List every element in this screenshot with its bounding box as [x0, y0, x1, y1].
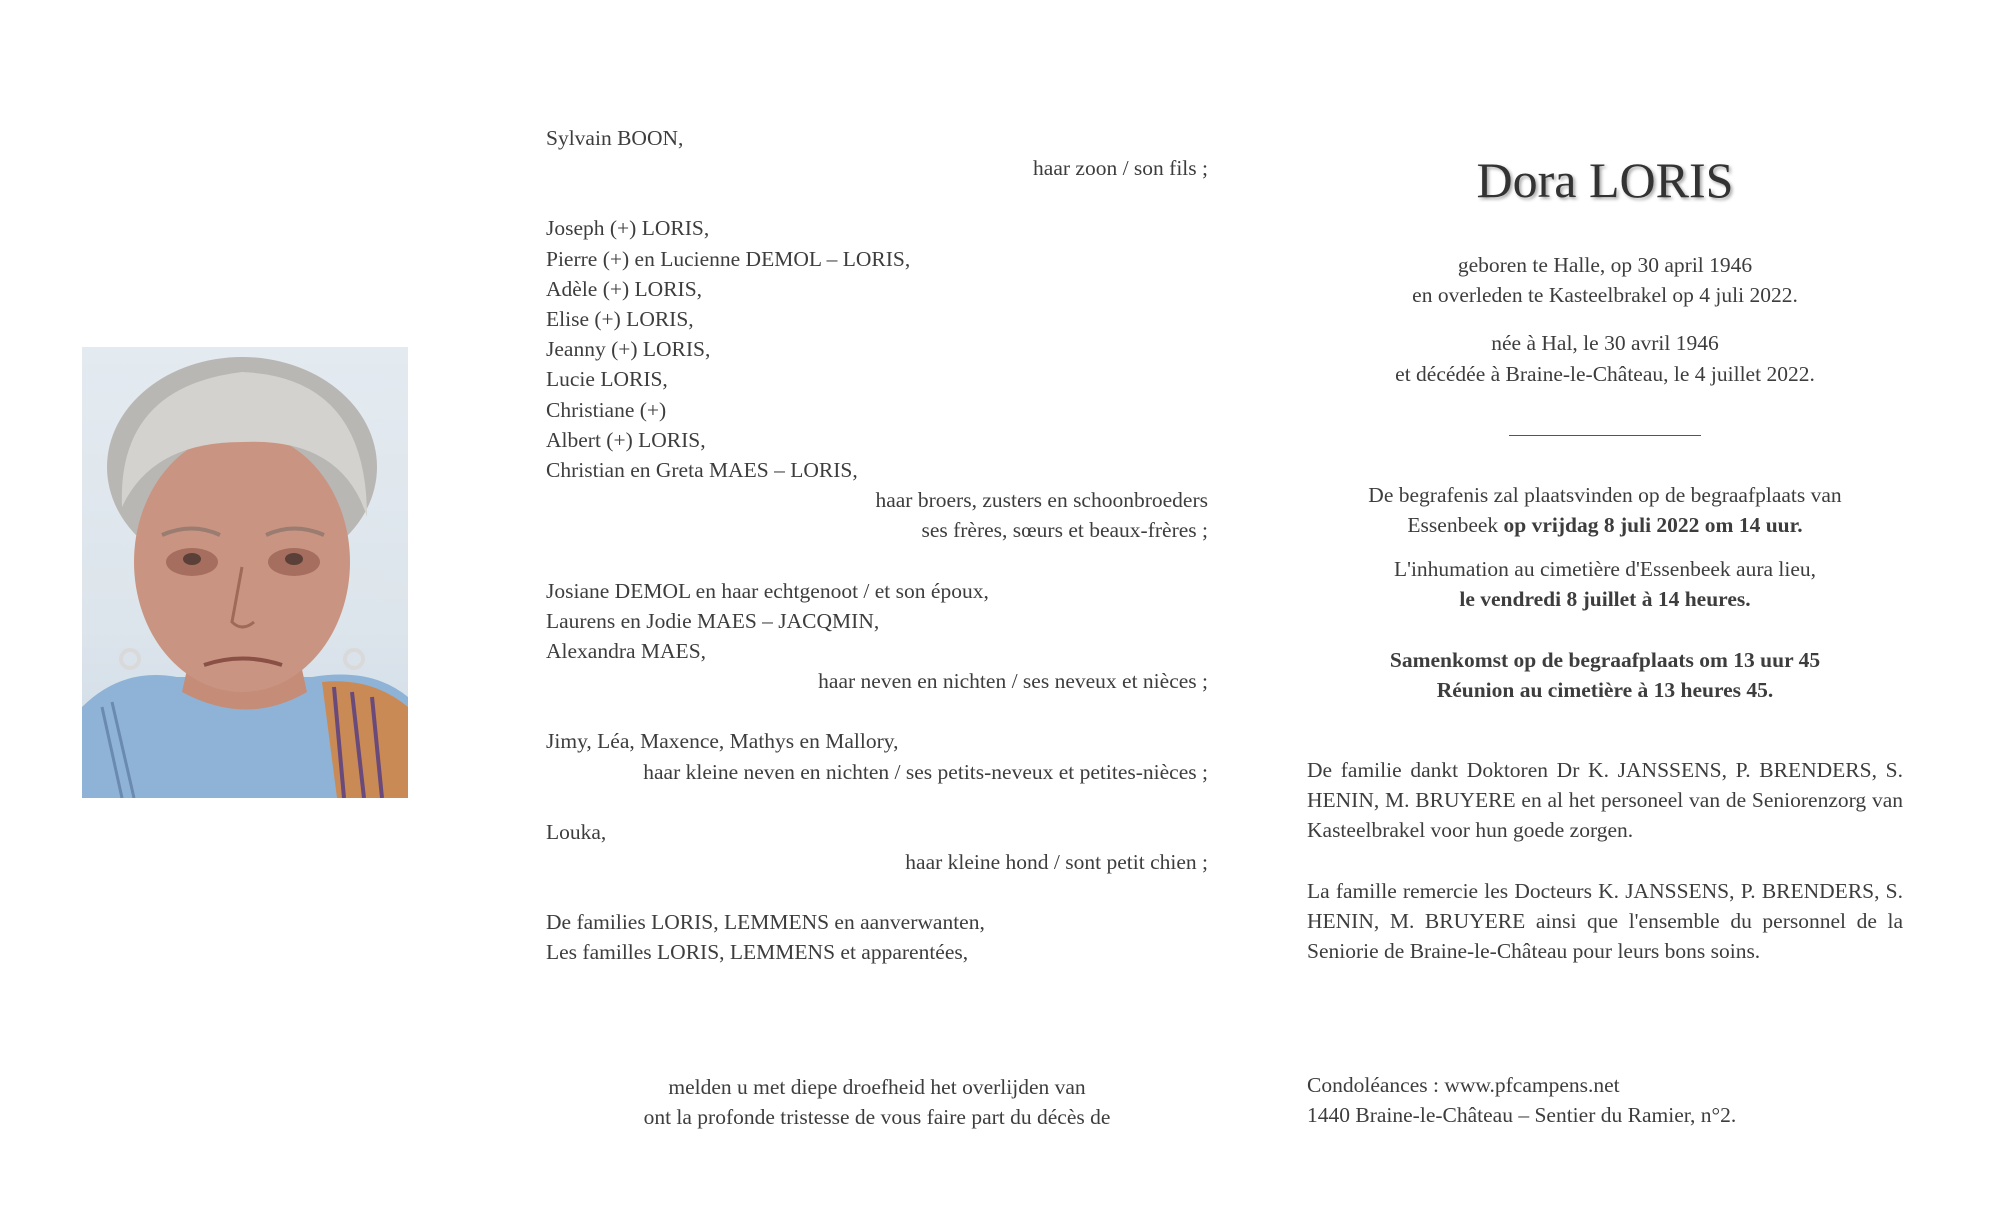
family-member: Louka, — [546, 819, 607, 844]
closing-line-fr: ont la profonde tristesse de vous faire part du décès de — [643, 1105, 1111, 1130]
born-fr: née à Hal, le 30 avril 1946 — [1491, 331, 1719, 356]
died-fr: et décédée à Braine-le-Château, le 4 juillet 2022. — [1395, 361, 1815, 386]
family-member: Laurens en Jodie MAES – JACQMIN, — [546, 608, 880, 633]
funeral-nl-date: op vrijdag 8 juli 2022 om 14 uur. — [1503, 513, 1803, 538]
family-member: Josiane DEMOL en haar echtgenoot / et son époux, — [546, 578, 989, 603]
list-spacer — [546, 183, 1208, 213]
family-member: Jeanny (+) LORIS, — [546, 337, 711, 362]
family-member: Jimy, Léa, Maxence, Mathys en Mallory, — [546, 729, 899, 754]
list-spacer — [546, 696, 1208, 726]
born-nl: geboren te Halle, op 30 april 1946 — [1457, 253, 1753, 277]
funeral-fr-text: L'inhumation au cimetière d'Essenbeek aura lieu, — [1393, 557, 1817, 582]
family-member: Christiane (+) — [546, 397, 667, 422]
list-spacer — [546, 787, 1208, 817]
announcement-closing — [546, 1072, 1208, 1133]
thanks-nl: De familie dankt Doktoren Dr K. JANSSENS, P. BRENDERS, S. HENIN, M. BRUYERE en al het personeel van de Seniorenzorg van Kasteelbrakel voor hun goede zorgen. — [1307, 758, 1903, 843]
portrait-photo — [82, 347, 408, 798]
condolences-website: Condoléances : www.pfcampens.net — [1307, 1073, 1620, 1097]
family-member: Alexandra MAES, — [546, 639, 707, 664]
list-spacer — [546, 546, 1208, 576]
family-member: Pierre (+) en Lucienne DEMOL – LORIS, — [546, 246, 911, 271]
funeral-home-address: 1440 Braine-le-Château – Sentier du Ramier, n°2. — [1307, 1103, 1737, 1128]
closing-line-nl: melden u met diepe droefheid het overlijden van — [668, 1075, 1086, 1099]
family-member: De families LORIS, LEMMENS en aanverwanten, — [546, 910, 985, 935]
relation-label: haar kleine neven en nichten / ses petits-neveux et petites-nièces ; — [643, 759, 1208, 784]
meeting-fr: Réunion au cimetière à 13 heures 45. — [1436, 677, 1774, 702]
relation-label: haar zoon / son fils ; — [1033, 156, 1208, 181]
relation-label: haar neven en nichten / ses neveux et nièces ; — [818, 669, 1208, 694]
divider-rule — [1509, 435, 1701, 436]
family-list — [546, 123, 1208, 968]
list-spacer — [546, 877, 1208, 907]
family-member: Joseph (+) LORIS, — [546, 216, 710, 241]
relation-label: haar kleine hond / sont petit chien ; — [905, 850, 1208, 875]
relation-label: haar broers, zusters en schoonbroeders — [875, 488, 1208, 513]
funeral-nl — [1307, 480, 1903, 540]
relation-label: ses frères, sœurs et beaux-frères ; — [921, 518, 1208, 543]
deceased-details — [1307, 150, 1903, 966]
family-member: Sylvain BOON, — [546, 126, 684, 150]
family-member: Elise (+) LORIS, — [546, 307, 694, 332]
family-member: Christian en Greta MAES – LORIS, — [546, 458, 858, 483]
thanks-fr: La famille remercie les Docteurs K. JANSSENS, P. BRENDERS, S. HENIN, M. BRUYERE ainsi que l'ensemble du personnel de la Seniorie de Braine-le-Château pour leurs bons soins. — [1307, 878, 1903, 964]
family-member: Adèle (+) LORIS, — [546, 276, 703, 301]
condolences-contact — [1307, 1070, 1903, 1131]
died-nl: en overleden te Kasteelbrakel op 4 juli 2022. — [1412, 283, 1798, 308]
deceased-name: Dora LORIS — [1476, 152, 1734, 208]
family-member: Lucie LORIS, — [546, 367, 668, 392]
family-member: Albert (+) LORIS, — [546, 427, 706, 452]
family-member: Les familles LORIS, LEMMENS et apparentées, — [546, 940, 969, 965]
funeral-nl-text: De begrafenis zal plaatsvinden op de begraafplaats van Essenbeek — [1368, 482, 1842, 538]
funeral-fr-date: le vendredi 8 juillet à 14 heures. — [1459, 587, 1751, 612]
meeting-nl: Samenkomst op de begraafplaats om 13 uur 45 — [1389, 647, 1821, 672]
